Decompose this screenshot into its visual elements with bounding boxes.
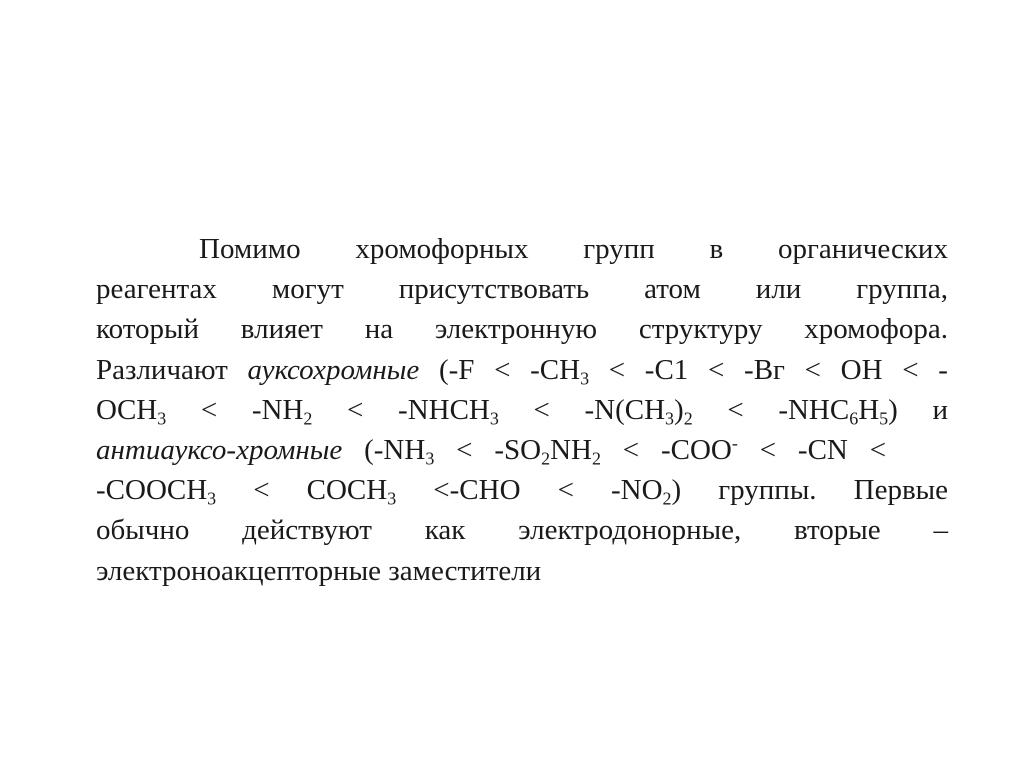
word: на: [364, 313, 394, 346]
word: –: [933, 514, 948, 547]
word: электроноакцепторные заместители: [96, 554, 542, 587]
word: или: [755, 273, 802, 306]
less-than: <: [622, 433, 640, 466]
word: структуру: [638, 313, 763, 346]
word: атом: [644, 273, 701, 306]
chem-group: $-NH_2$: [251, 393, 313, 429]
chem-group: -COO-: [660, 433, 738, 466]
text-line-6: [96, 434, 948, 474]
chem-group: $-N(CH_3)_2$: [584, 393, 693, 429]
word: могут: [271, 273, 344, 306]
chem-group: $-SO_2NH_2$: [494, 433, 601, 469]
word: присутствовать: [398, 273, 590, 306]
chem-group: OH: [840, 353, 883, 386]
word: реагентах: [96, 273, 217, 306]
antiauxochrome-term: антиауксо-хромные: [96, 433, 343, 466]
less-than: <: [608, 353, 626, 386]
chem-group: $-NHC_6H_5$): [778, 393, 898, 429]
less-than: <: [253, 474, 270, 507]
less-than: <: [494, 353, 511, 386]
chem-group: $OCH_3$: [96, 393, 167, 429]
word: в: [709, 233, 724, 265]
auxochrome-term: ауксохромные: [247, 353, 420, 386]
chem-group: ($-NH_3$: [364, 433, 435, 469]
chem-group: -C1: [644, 353, 689, 386]
hyphen: -: [938, 353, 948, 386]
text-line-4: [96, 354, 948, 394]
word: электронную: [434, 313, 598, 346]
less-than: <: [707, 353, 725, 386]
word: Помимо: [199, 233, 301, 265]
chem-group: $-COOCH_3$: [96, 474, 217, 509]
word: хромофорных: [355, 233, 529, 265]
less-than: <: [456, 433, 473, 466]
word: электродонорные,: [518, 514, 742, 547]
word: хромофора.: [804, 313, 948, 346]
text-line-5: [96, 394, 948, 434]
less-than: <: [759, 433, 777, 466]
word: Первые: [853, 474, 948, 507]
chem-group: (-F: [438, 353, 475, 386]
chem-group: $-NHCH_3$: [398, 393, 499, 429]
less-than: <: [347, 393, 364, 426]
chem-group: -CN: [797, 433, 848, 466]
word: вторые: [794, 514, 881, 547]
word: как: [424, 514, 466, 547]
less-than: <: [533, 393, 550, 426]
text-line-2: [96, 273, 948, 313]
less-than: <: [902, 353, 919, 386]
text-line-1: [96, 233, 948, 273]
word: действуют: [242, 514, 372, 547]
word: органических: [777, 233, 948, 265]
word: который: [96, 313, 200, 346]
text-line-7: [96, 474, 948, 514]
text-line-9: [96, 555, 948, 595]
less-than: <: [804, 353, 821, 386]
word: обычно: [96, 514, 190, 547]
less-than: <: [200, 393, 218, 426]
chem-group: $-CH_3$: [530, 353, 590, 388]
word: и: [932, 393, 948, 426]
word: влияет: [240, 313, 323, 346]
word: группы.: [718, 474, 817, 507]
slide-body-text: [96, 233, 948, 595]
chem-group: -Вг: [744, 353, 785, 386]
word: Различают: [96, 353, 228, 386]
less-than: <: [727, 393, 744, 426]
less-than: <: [869, 433, 887, 466]
text-line-8: [96, 514, 948, 554]
chem-group: $-NO_2$): [611, 474, 682, 509]
chem-group: <-CHO: [433, 474, 521, 507]
less-than: <: [557, 474, 574, 507]
text-line-3: [96, 313, 948, 353]
word: группа,: [856, 273, 948, 306]
chem-group: $COCH_3$: [306, 474, 397, 509]
word: групп: [583, 233, 655, 265]
